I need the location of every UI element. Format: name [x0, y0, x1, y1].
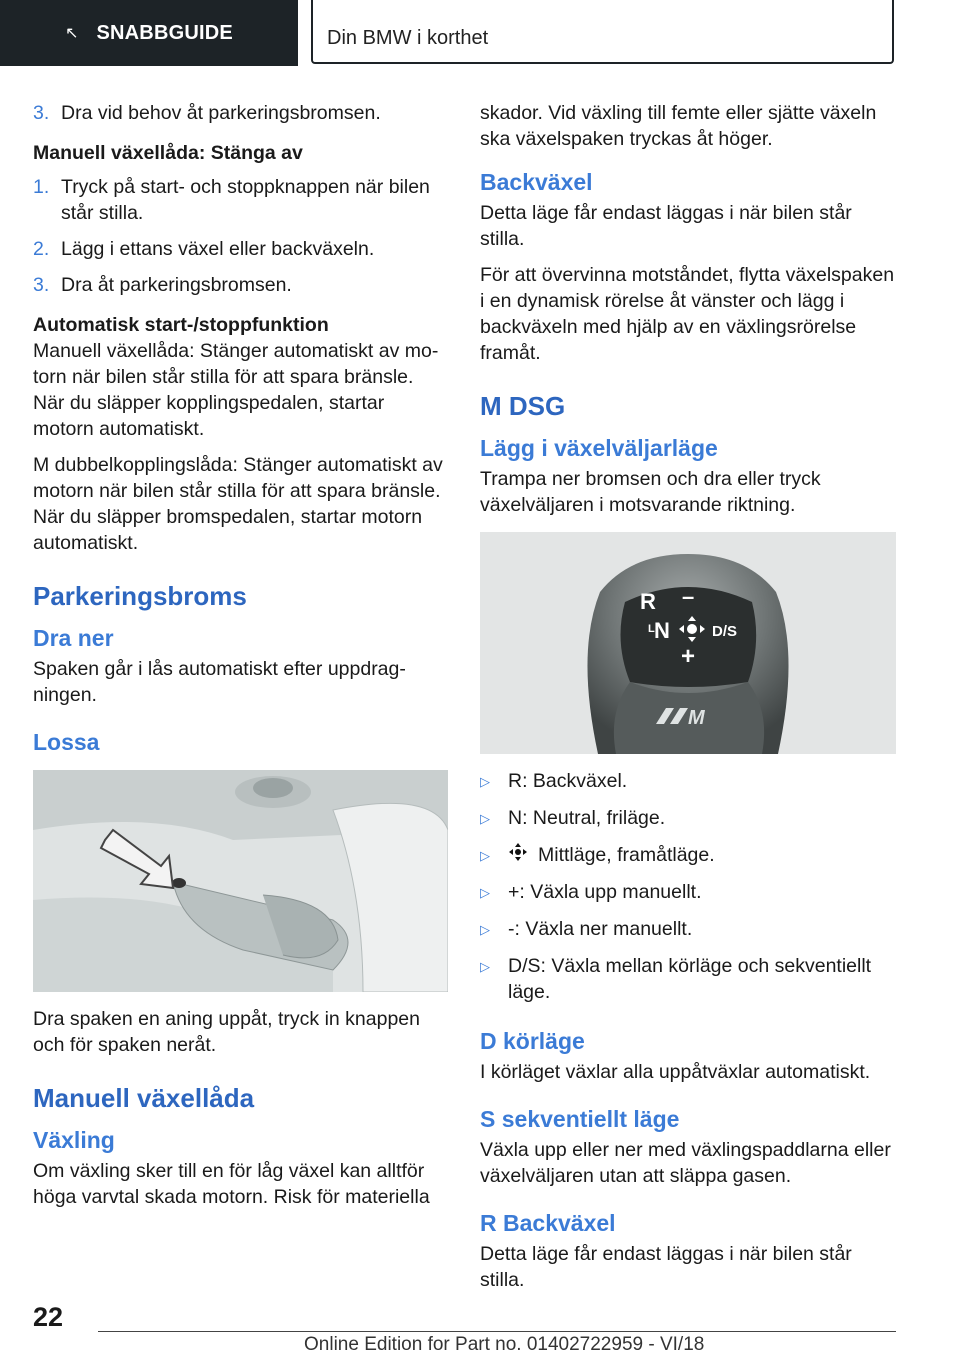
page-number: 22 — [33, 1302, 64, 1332]
paragraph: M dubbelkopplingslåda: Stänger automatiskt av motorn när bilen står stilla för att spara bränsle. När du släpper bromspedalen, startar motorn automatiskt. — [33, 454, 443, 554]
heading-sequential-mode: S sekventiellt läge — [480, 1106, 680, 1132]
paragraph: Manuell växellåda: Stänger automatiskt av motorn när bilen står stilla för att spara bränsle. När du släpper kopplingspedalen, startar motorn automatiskt. — [33, 340, 439, 440]
pointer-icon: ↖ — [65, 25, 79, 42]
heading-parking-brake: Parkeringsbroms — [33, 581, 247, 611]
gear-selector-image — [480, 532, 896, 754]
triangle-bullet-icon: ▷ — [480, 885, 490, 900]
left-column — [33, 100, 448, 1210]
edition-note: Online Edition for Part no. 01402722959 - VI/18 — [304, 1334, 705, 1355]
list-number: 3. — [33, 102, 50, 124]
knob-m-logo: M — [688, 707, 705, 729]
list-text: -: Växla ner manuellt. — [508, 918, 693, 940]
list-number: 1. — [33, 176, 50, 198]
knob-n: N — [654, 618, 670, 643]
list-item — [33, 100, 448, 126]
knob-plus: + — [681, 643, 696, 670]
list-text: Dra åt parkeringsbromsen. — [61, 274, 292, 296]
paragraph: Spaken går i lås automatiskt efter uppdragningen. — [33, 658, 406, 706]
paragraph: Dra spaken en aning uppåt, tryck in knappen och för spaken neråt. — [33, 1008, 421, 1056]
list-number: 2. — [33, 238, 50, 260]
paragraph: Detta läge får endast läggas i när bilen står stilla. — [480, 202, 852, 250]
quick-guide-label: SNABBGUIDE — [96, 21, 233, 44]
list-item — [33, 174, 448, 226]
knob-l: L — [648, 623, 655, 635]
paragraph: Detta läge får endast läggas i när bilen står stilla. — [480, 1243, 852, 1291]
list-text: Mittläge, framåtläge. — [538, 844, 715, 866]
heading-reverse: Backväxel — [480, 169, 593, 195]
list-item — [480, 916, 896, 943]
paragraph: Trampa ner bromsen och dra eller tryck växelväljaren i motsvarande riktning. — [480, 468, 821, 516]
list-text: Tryck på start- och stoppknappen när bilen står stilla. — [61, 176, 430, 224]
paragraph: För att övervinna motståndet, flytta växelspaken i en dynamisk rörelse åt vänster och lägg i backväxeln med hjälp av en växlingsrörelse framåt. — [480, 264, 895, 364]
triangle-bullet-icon: ▷ — [480, 959, 490, 974]
parking-brake-illustration — [33, 770, 448, 992]
list-text: Lägg i ettans växel eller backväxeln. — [61, 238, 375, 260]
footer-divider — [98, 1331, 896, 1332]
parking-brake-image — [33, 770, 448, 992]
gear-knob-illustration — [480, 532, 896, 754]
heading-drive-mode: D körläge — [480, 1028, 585, 1054]
list-item — [480, 768, 896, 795]
heading-manual-gearbox: Manuell växellåda — [33, 1083, 255, 1113]
list-item — [480, 953, 896, 1005]
heading-m-dsg: M DSG — [480, 391, 566, 421]
list-text: N: Neutral, friläge. — [508, 807, 666, 829]
right-column — [480, 100, 896, 1293]
list-number: 3. — [33, 274, 50, 296]
heading-select-position: Lägg i växelväljarläge — [480, 435, 718, 461]
knob-minus: – — [682, 584, 695, 609]
heading-pull-up: Dra ner — [33, 625, 114, 651]
quick-guide-tab[interactable] — [0, 0, 298, 66]
section-title-box — [311, 0, 894, 64]
list-text: +: Växla upp manuellt. — [508, 881, 702, 903]
triangle-bullet-icon: ▷ — [480, 811, 490, 826]
knob-r: R — [640, 589, 656, 614]
list-text: R: Backväxel. — [508, 770, 628, 792]
paragraph: I körläget växlar alla uppåtväxlar automatiskt. — [480, 1061, 871, 1083]
heading-shifting: Växling — [33, 1127, 115, 1153]
list-text: Dra vid behov åt parkeringsbromsen. — [61, 102, 381, 124]
list-item — [480, 879, 896, 906]
triangle-bullet-icon: ▷ — [480, 922, 490, 937]
subheading: Automatisk start-/stoppfunktion — [33, 314, 329, 336]
section-title: Din BMW i korthet — [327, 27, 489, 49]
triangle-bullet-icon: ▷ — [480, 774, 490, 789]
paragraph: skador. Vid växling till femte eller sjätte växeln ska växelspaken tryckas åt höger. — [480, 102, 877, 150]
list-item — [480, 842, 896, 869]
knob-ds: D/S — [712, 623, 738, 640]
heading-release: Lossa — [33, 729, 100, 755]
subheading: Manuell växellåda: Stänga av — [33, 142, 303, 164]
heading-reverse-gear: R Backväxel — [480, 1210, 616, 1236]
list-text: D/S: Växla mellan körläge och sekventiellt läge. — [508, 955, 872, 1003]
center-position-icon — [508, 842, 538, 869]
paragraph: Om växling sker till en för låg växel kan alltför höga varvtal skada motorn. Risk för materiella — [33, 1160, 430, 1208]
list-item — [480, 805, 896, 832]
paragraph: Växla upp eller ner med växlingspaddlarna eller växelväljaren utan att släppa gasen. — [480, 1139, 891, 1187]
triangle-bullet-icon: ▷ — [480, 848, 490, 863]
list-item — [33, 272, 448, 298]
list-item — [33, 236, 448, 262]
